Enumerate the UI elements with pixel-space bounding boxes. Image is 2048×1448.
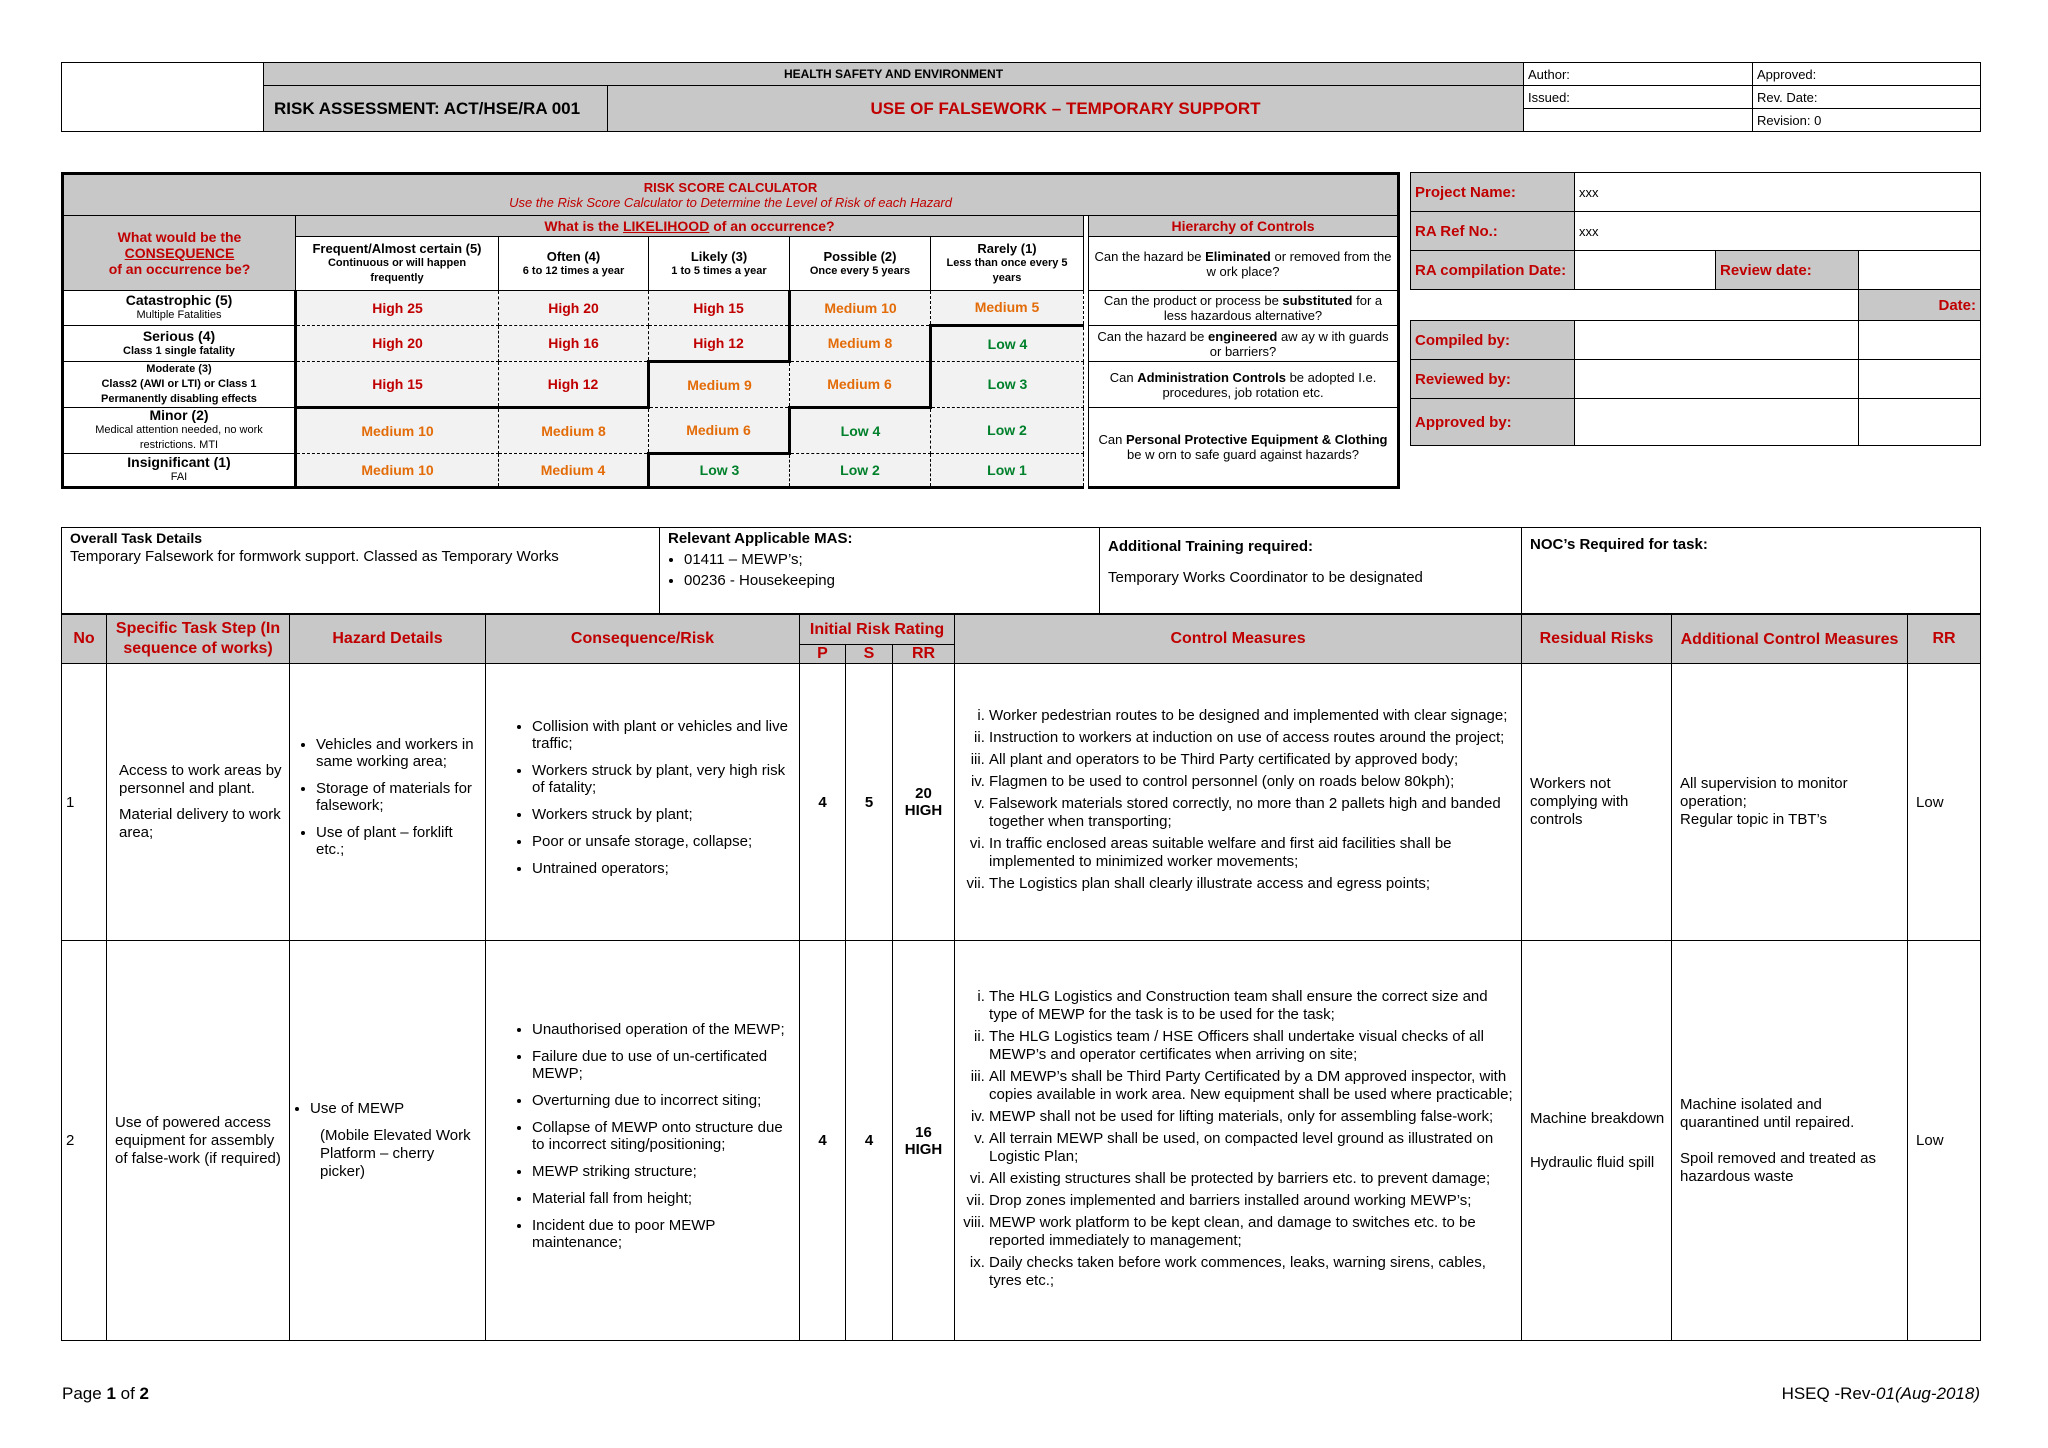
consequence-row-4: Insignificant (1) FAI: [63, 454, 296, 488]
row-rr2: Low: [1908, 941, 1981, 1341]
ra-compilation-value: [1575, 251, 1716, 290]
consequence-row-1: Serious (4) Class 1 single fatality: [63, 326, 296, 362]
likelihood-word: LIKELIHOOD: [622, 217, 710, 234]
risk-cell: Low 2: [931, 408, 1084, 454]
reviewed-date: [1859, 360, 1981, 399]
col-rr: RR: [893, 645, 955, 664]
blank-row: [1411, 290, 1859, 321]
row-rr: 20 HIGH: [893, 664, 955, 941]
risk-cell: High 12: [649, 326, 790, 362]
mas-item: • 00236 - Housekeeping: [684, 572, 1091, 589]
risk-cell: Low 4: [790, 408, 931, 454]
likelihood-1: Often (4) 6 to 12 times a year: [499, 237, 649, 291]
row-hazards: • Use of MEWP (Mobile Elevated Work Platform – cherry picker): [290, 941, 486, 1341]
risk-cell: High 12: [499, 362, 649, 408]
ra-ref-label: RA Ref No.:: [1411, 212, 1575, 251]
risk-cell: Low 3: [931, 362, 1084, 408]
calculator-title-cell: [63, 174, 1399, 216]
row-controls: i. The HLG Logistics and Construction team shall ensure the correct size and type of MEWP for the task is to be used for the task; ii. The HLG Logistics team / HSE Officers shall undertake visual checks of all MEWP’s and operator certificates when arriving on site; iii. All MEWP’s shall be Third Party Certificated by a DM approved inspector, with copies available in work area. New equipment shall be used where practicable; iv. MEWP shall not be used for lifting materials, only for assembling false-work; v. All terrain MEWP shall be used, on compacted level ground as illustrated on Logistic Plan; vi. All existing structures shall be protected by barriers etc. to prevent damage; vii. Drop zones implemented and barriers installed around working MEWP’s; viii. MEWP work platform to be kept clean, and damage to switches etc. to be reported immediately to management; ix. Daily checks taken before work commences, leaks, warning sirens, cables, tyres etc.;: [955, 941, 1522, 1341]
page-number: Page 1 of 2: [62, 1384, 149, 1403]
risk-cell: Medium 8: [499, 408, 649, 454]
row-rr2: Low: [1908, 664, 1981, 941]
row-no: 2: [62, 941, 107, 1341]
approved-label: Approved:: [1753, 63, 1981, 86]
risk-cell: Medium 6: [790, 362, 931, 408]
risk-cell: Low 4: [931, 326, 1084, 362]
revision-footer: HSEQ -Rev-01(Aug-2018): [1781, 1384, 1980, 1403]
col-consequence: Consequence/Risk: [486, 615, 800, 664]
risk-cell: Medium 10: [296, 454, 499, 488]
likelihood-3: Possible (2) Once every 5 years: [790, 237, 931, 291]
noc-label: NOC’s Required for task:: [1530, 536, 1708, 553]
col-initial-rating: Initial Risk Rating: [800, 615, 955, 645]
risk-cell: Medium 4: [499, 454, 649, 488]
approved-date: [1859, 399, 1981, 446]
risk-cell: Low 2: [790, 454, 931, 488]
likelihood-post: of an occurrence?: [713, 217, 835, 234]
ra-ref-value: xxx: [1575, 212, 1981, 251]
overall-task-label: Overall Task Details: [70, 530, 203, 546]
hierarchy-4: Can Personal Protective Equipment & Clothing be w orn to safe guard against hazards?: [1089, 408, 1399, 488]
risk-score-calculator: [61, 172, 1400, 489]
consequence-q3: of an occurrence be?: [108, 261, 251, 277]
overall-task-text: Temporary Falsework for formwork support. Classed as Temporary Works: [70, 548, 559, 565]
col-no: No: [62, 615, 107, 664]
issued-label: Issued:: [1524, 86, 1753, 109]
likelihood-4: Rarely (1) Less than once every 5 years: [931, 237, 1084, 291]
risk-cell: High 20: [499, 291, 649, 326]
training-text: Temporary Works Coordinator to be designated: [1108, 569, 1423, 586]
training-cell: [1100, 528, 1522, 614]
calculator-subtitle: Use the Risk Score Calculator to Determine the Level of Risk of each Hazard: [509, 195, 952, 210]
mas-cell: [660, 528, 1100, 614]
likelihood-0: Frequent/Almost certain (5) Continuous or will happen frequently: [296, 237, 499, 291]
risk-cell: High 15: [649, 291, 790, 326]
dept-title: HEALTH SAFETY AND ENVIRONMENT: [264, 63, 1524, 86]
author-label: Author:: [1524, 63, 1753, 86]
document-header: [61, 62, 1981, 132]
row-p: 4: [800, 941, 846, 1341]
risk-cell: High 20: [296, 326, 499, 362]
blank-cell: [1524, 109, 1753, 132]
logo-area: [62, 63, 264, 132]
risk-cell: Medium 5: [931, 291, 1084, 326]
col-additional: Additional Control Measures: [1672, 615, 1908, 664]
row-consequences: • Collision with plant or vehicles and live traffic; • Workers struck by plant, very high risk of fatality; • Workers struck by plant; • Poor or unsafe storage, collapse; • Untrained operators;: [486, 664, 800, 941]
risk-cell: Medium 10: [296, 408, 499, 454]
calculator-title: RISK SCORE CALCULATOR: [643, 180, 818, 195]
rev-date-label: Rev. Date:: [1753, 86, 1981, 109]
noc-cell: [1522, 528, 1981, 614]
consequence-row-0: Catastrophic (5) Multiple Fatalities: [63, 291, 296, 326]
mas-label: Relevant Applicable MAS:: [668, 530, 853, 547]
hierarchy-1: Can the product or process be substituted for a less hazardous alternative?: [1089, 291, 1399, 326]
reviewed-by-label: Reviewed by:: [1411, 360, 1575, 399]
likelihood-pre: What is the: [544, 217, 620, 234]
risk-cell: High 25: [296, 291, 499, 326]
ra-compilation-label: RA compilation Date:: [1411, 251, 1575, 290]
risk-cell: Medium 9: [649, 362, 790, 408]
row-step: Access to work areas by personnel and plant. Material delivery to work area;: [107, 664, 290, 941]
risk-cell: Medium 10: [790, 291, 931, 326]
consequence-q1: What would be the: [117, 229, 242, 245]
risk-cell: High 15: [296, 362, 499, 408]
mas-list: [668, 551, 1091, 589]
document-title: USE OF FALSEWORK – TEMPORARY SUPPORT: [608, 86, 1524, 132]
col-control: Control Measures: [955, 615, 1522, 664]
col-p: P: [800, 645, 846, 664]
risk-cell: Medium 8: [790, 326, 931, 362]
likelihood-question: [296, 216, 1084, 237]
row-residual: Machine breakdown Hydraulic fluid spill: [1522, 941, 1672, 1341]
table-row: [62, 664, 1981, 941]
revision-label: Revision: 0: [1753, 109, 1981, 132]
row-step: Use of powered access equipment for assembly of false-work (if required): [107, 941, 290, 1341]
col-hazard: Hazard Details: [290, 615, 486, 664]
hierarchy-0: Can the hazard be Eliminated or removed from the w ork place?: [1089, 237, 1399, 291]
row-no: 1: [62, 664, 107, 941]
overall-task-cell: [62, 528, 660, 614]
mas-item: • 01411 – MEWP’s;: [684, 551, 1091, 568]
row-s: 5: [846, 664, 893, 941]
hierarchy-2: Can the hazard be engineered aw ay w ith guards or barriers?: [1089, 326, 1399, 362]
hierarchy-title: Hierarchy of Controls: [1089, 216, 1399, 237]
ra-number: RISK ASSESSMENT: ACT/HSE/RA 001: [264, 86, 608, 132]
consequence-word: CONSEQUENCE: [124, 245, 235, 261]
row-s: 4: [846, 941, 893, 1341]
risk-assessment-table: [61, 614, 1981, 1341]
risk-cell: Low 1: [931, 454, 1084, 488]
col-step: Specific Task Step (In sequence of works): [107, 615, 290, 664]
consequence-question: [63, 216, 296, 291]
reviewed-by-value: [1575, 360, 1859, 399]
row-consequences: • Unauthorised operation of the MEWP; • Failure due to use of un-certificated MEWP; • Overturning due to incorrect siting; • Collapse of MEWP onto structure due to incorrect siting/positioning; • MEWP striking structure; • Material fall from height; • Incident due to poor MEWP maintenance;: [486, 941, 800, 1341]
approved-by-label: Approved by:: [1411, 399, 1575, 446]
training-label: Additional Training required:: [1108, 538, 1314, 555]
project-info-table: [1410, 172, 1981, 446]
project-name-label: Project Name:: [1411, 173, 1575, 212]
col-rr2: RR: [1908, 615, 1981, 664]
task-details: [61, 527, 1981, 614]
row-additional: All supervision to monitor operation; Regular topic in TBT’s: [1672, 664, 1908, 941]
review-date-label: Review date:: [1716, 251, 1859, 290]
row-hazards: • Vehicles and workers in same working area; • Storage of materials for falsework; • Use of plant – forklift etc.;: [290, 664, 486, 941]
col-residual: Residual Risks: [1522, 615, 1672, 664]
row-residual: Workers not complying with controls: [1522, 664, 1672, 941]
row-rr: 16 HIGH: [893, 941, 955, 1341]
row-controls: i. Worker pedestrian routes to be designed and implemented with clear signage; ii. Instruction to workers at induction on use of access routes around the project; iii. All plant and operators to be Third Party certificated by approved body; iv. Flagmen to be used to control personnel (only on roads below 80kph); v. Falsework materials stored correctly, no more than 2 pallets high and banded together when transporting; vi. In traffic enclosed areas suitable welfare and first aid facilities shall be implemented to minimized worker movements; vii. The Logistics plan shall clearly illustrate access and egress points;: [955, 664, 1522, 941]
date-label: Date:: [1859, 290, 1981, 321]
consequence-row-2: Moderate (3) Class2 (AWI or LTI) or Class 1 Permanently disabling effects: [63, 362, 296, 408]
risk-cell: Medium 6: [649, 408, 790, 454]
risk-cell: High 16: [499, 326, 649, 362]
risk-cell: Low 3: [649, 454, 790, 488]
compiled-date: [1859, 321, 1981, 360]
row-p: 4: [800, 664, 846, 941]
col-s: S: [846, 645, 893, 664]
row-additional: Machine isolated and quarantined until repaired. Spoil removed and treated as hazardous waste: [1672, 941, 1908, 1341]
table-row: [62, 941, 1981, 1341]
compiled-by-value: [1575, 321, 1859, 360]
approved-by-value: [1575, 399, 1859, 446]
project-name-value: xxx: [1575, 173, 1981, 212]
review-date-value: [1859, 251, 1981, 290]
consequence-row-3: Minor (2) Medical attention needed, no work restrictions. MTI: [63, 408, 296, 454]
likelihood-2: Likely (3) 1 to 5 times a year: [649, 237, 790, 291]
compiled-by-label: Compiled by:: [1411, 321, 1575, 360]
hierarchy-3: Can Administration Controls be adopted I.e. procedures, job rotation etc.: [1089, 362, 1399, 408]
